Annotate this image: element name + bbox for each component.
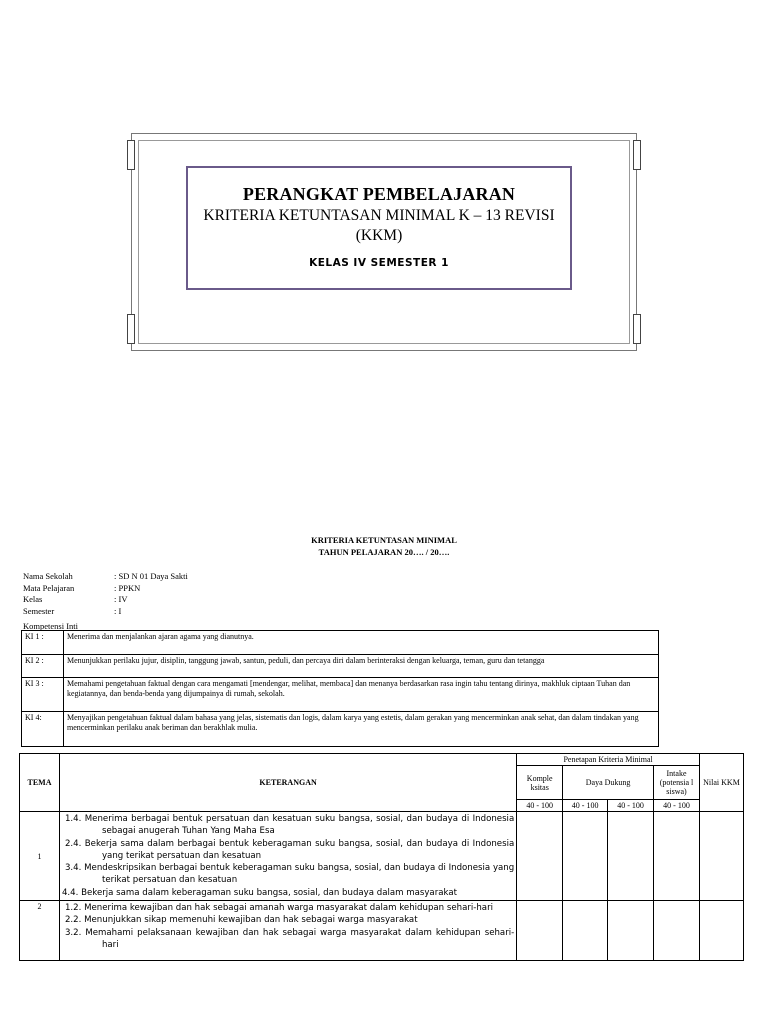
indicator-item: 2.2. Menunjukkan sikap memenuhi kewajiban dan hak sebagai warga masyarakat [64, 915, 418, 926]
cover-subtitle-line1: KRITERIA KETUNTASAN MINIMAL K – 13 REVISI [203, 207, 555, 224]
kkm-table [19, 753, 744, 961]
header-kompleksitas: Komple ksitas [517, 766, 563, 800]
range-cell: 40 - 100 [563, 800, 608, 812]
indicator-item: 2.4. Bekerja sama dalam berbagai bentuk keberagaman suku bangsa, sosial, dan budaya di Indonesia yang terikat persatuan dan kesatuan [64, 838, 515, 861]
tema-row [20, 901, 744, 961]
empty-cell [608, 901, 654, 961]
empty-cell [563, 812, 608, 901]
indicator-list [59, 901, 516, 961]
indicator-item: 3.4. Mendeskripsikan berbagai bentuk keberagaman suku bangsa, sosial, dan budaya di Indonesia yang terikat persatuan dan kesatuan [64, 863, 515, 886]
frame-notch-top-left [127, 140, 135, 170]
cover-title-box [186, 166, 572, 290]
indicator-item: 4.4. Bekerja sama dalam keberagaman suku bangsa, sosial, dan budaya dalam masyarakat [61, 887, 457, 898]
info-row: Semester : I [23, 605, 122, 616]
empty-cell [700, 812, 744, 901]
empty-cell [517, 901, 563, 961]
ki-row: KI 1 : Menerima dan menjalankan ajaran agama yang dianutnya. [22, 631, 659, 655]
tema-row [20, 812, 744, 901]
ki-table [21, 630, 659, 747]
ki-title: Kompetensi Inti [23, 621, 79, 631]
cover-subtitle-line2: (KKM) [355, 227, 403, 244]
range-cell: 40 - 100 [517, 800, 563, 812]
indicator-item: 3.2. Memahami pelaksanaan kewajiban dan hak sebagai warga masyarakat dalam kehidupan sehari-hari [64, 927, 515, 950]
indicator-list [59, 812, 516, 901]
header-keterangan: KETERANGAN [59, 754, 516, 812]
empty-cell [654, 901, 700, 961]
range-cell: 40 - 100 [654, 800, 700, 812]
info-row: Nama Sekolah : SD N 01 Daya Sakti [23, 571, 188, 581]
doc-heading: KRITERIA KETUNTASAN MINIMAL [311, 535, 457, 545]
empty-cell [654, 812, 700, 901]
cover-title: PERANGKAT PEMBELAJARAN [242, 184, 516, 204]
indicator-item: 1.4. Menerima berbagai bentuk persatuan dan kesatuan suku bangsa, sosial, dan budaya di Indonesia sebagai anugerah Tuhan Yang Maha Esa [64, 814, 515, 837]
info-row: Mata Pelajaran : PPKN [23, 582, 141, 593]
empty-cell [517, 812, 563, 901]
header-daya-dukung: Daya Dukung [563, 766, 654, 800]
frame-notch-top-right [633, 140, 641, 170]
header-tema: TEMA [20, 754, 60, 812]
school-info [23, 571, 188, 617]
indicator-item: 1.2. Menerima kewajiban dan hak sebagai amanah warga masyarakat dalam kehidupan sehari-hari [64, 903, 493, 914]
empty-cell [563, 901, 608, 961]
header-row [20, 754, 744, 766]
empty-cell [700, 901, 744, 961]
tema-number: 2 [20, 901, 60, 961]
cover-class-semester: KELAS IV SEMESTER 1 [309, 257, 449, 269]
info-row: Kelas : IV [23, 594, 128, 604]
ki-row: KI 3 : Memahami pengetahuan faktual dengan cara mengamati [mendengar, melihat, membaca] dan menanya berdasarkan rasa ingin tahu tentang dirinya, makhluk ciptaan Tuhan dan kegiatannya, dan benda-benda yang dijumpainya di rumah, sekolah. [22, 678, 659, 712]
tema-number: 1 [20, 812, 60, 901]
empty-cell [608, 812, 654, 901]
doc-year: TAHUN PELAJARAN 20…. / 20…. [318, 547, 450, 557]
ki-row: KI 4: Menyajikan pengetahuan faktual dalam bahasa yang jelas, sistematis dan logis, dalam karya yang estetis, dalam gerakan yang mencerminkan anak sehat, dan dalam tindakan yang mencerminkan perilaku anak beriman dan berakhlak mulia. [22, 712, 659, 747]
frame-notch-bottom-right [633, 314, 641, 344]
frame-notch-bottom-left [127, 314, 135, 344]
header-penetapan: Penetapan Kriteria Minimal [517, 754, 700, 766]
range-cell: 40 - 100 [608, 800, 654, 812]
ki-row: KI 2 : Menunjukkan perilaku jujur, disiplin, tanggung jawab, santun, peduli, dan percaya diri dalam berinteraksi dengan keluarga, teman, guru dan tetangga [22, 655, 659, 678]
header-nilai-kkm: Nilai KKM [700, 754, 744, 812]
header-intake: Intake (potensia l siswa) [654, 766, 700, 800]
